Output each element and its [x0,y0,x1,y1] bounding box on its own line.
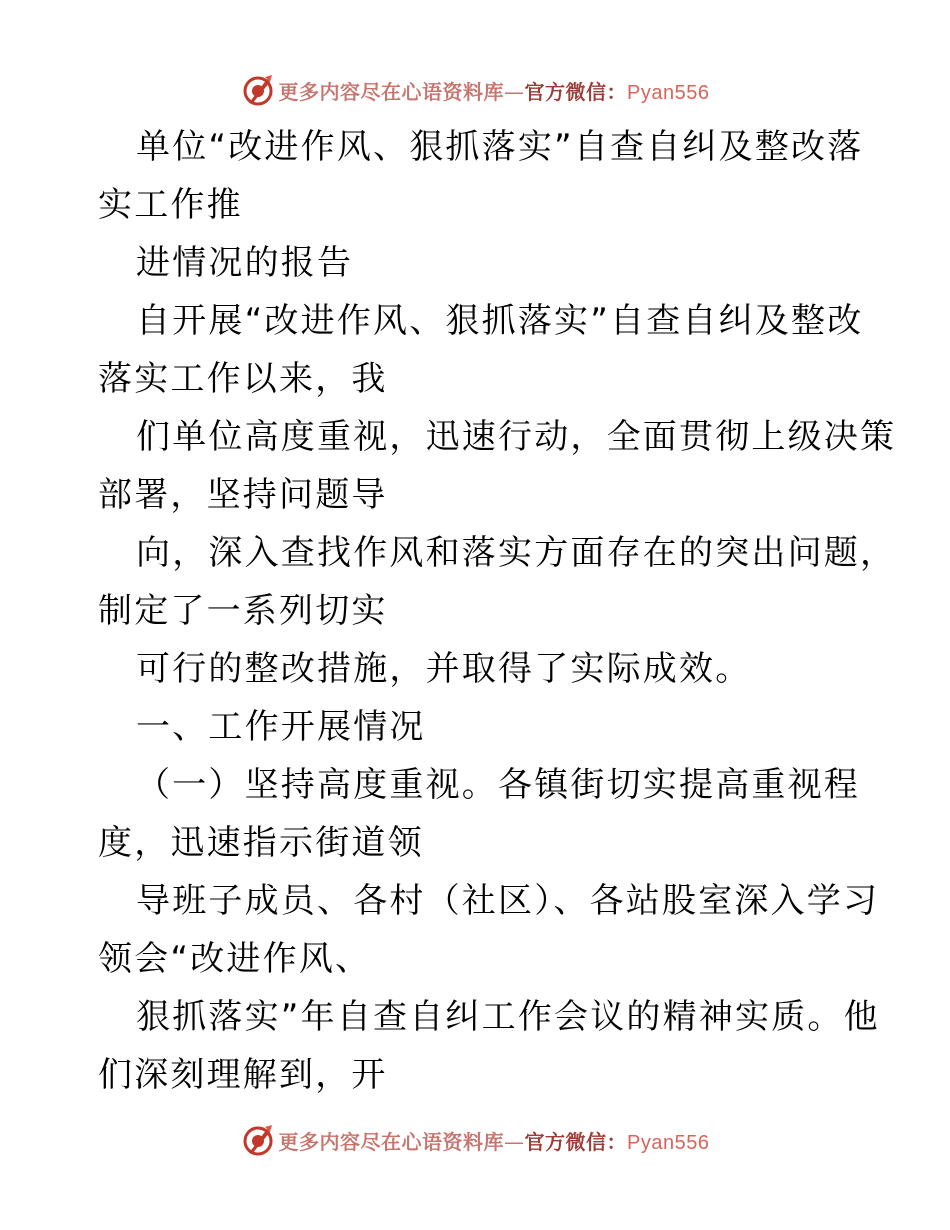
doc-title-line-2: 实工作推 [98,185,243,225]
banner-sub-text: 官方微信： [524,1129,628,1154]
doc-line: 度，迅速指示街道领 [98,823,424,863]
banner-main-text: 更多内容尽在心语资料库 [278,1129,505,1154]
doc-title-line-3: 进情况的报告 [136,243,354,283]
banner-dash: — [504,79,525,104]
banner-wechat-id: Pyan556 [627,81,710,104]
doc-line: 自开展“改进作风、狠抓落实”自查自纠及整改 [136,301,864,341]
footer-watermark-banner [0,1120,950,1160]
banner-main-text: 更多内容尽在心语资料库 [278,79,505,104]
doc-line: 部署，坚持问题导 [98,475,388,515]
doc-line: 们深刻理解到，开 [98,1055,388,1095]
section-heading: 一、工作开展情况 [136,707,426,747]
document-body [98,118,897,1104]
doc-line: 制定了一系列切实 [98,591,388,631]
doc-line: 领会“改进作风、 [98,939,372,979]
doc-line: 狠抓落实”年自查自纠工作会议的精神实质。他 [136,997,880,1037]
doc-line: 落实工作以来，我 [98,359,388,399]
doc-line: 们单位高度重视，迅速行动，全面贯彻上级决策 [136,417,897,457]
quill-logo-icon [241,73,275,107]
doc-line: （一）坚持高度重视。各镇街切实提高重视程 [136,765,860,805]
banner-sub-text: 官方微信： [524,79,628,104]
header-watermark-banner [0,70,950,110]
banner-text [279,76,710,105]
doc-line: 导班子成员、各村（社区）、各站股室深入学习 [136,881,880,921]
doc-line: 可行的整改措施，并取得了实际成效。 [136,649,752,689]
banner-text [279,1126,710,1155]
quill-logo-icon [241,1123,275,1157]
banner-wechat-id: Pyan556 [627,1131,710,1154]
banner-dash: — [504,1129,525,1154]
doc-title-line-1: 单位“改进作风、狠抓落实”自查自纠及整改落 [136,127,864,167]
doc-line: 向，深入查找作风和落实方面存在的突出问题， [136,533,897,573]
